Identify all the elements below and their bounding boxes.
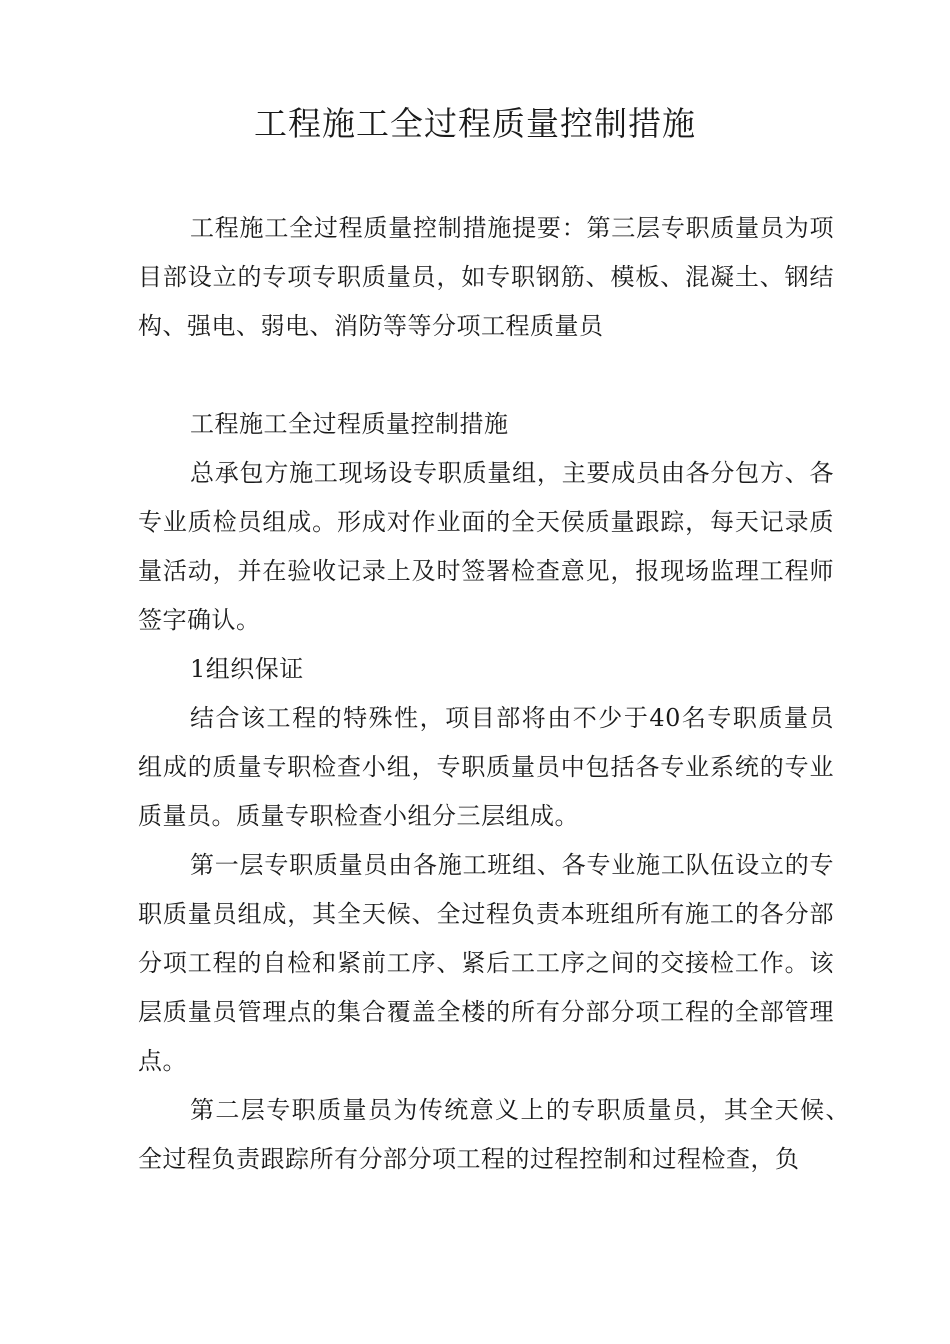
document-title: 工程施工全过程质量控制措施 xyxy=(254,104,696,143)
layer-1-paragraph: 第一层专职质量员由各施工班组、各专业施工队伍设立的专职质量员组成，其全天候、全过程负责本班组所有施工的各分部分项工程的自检和紧前工序、紧后工工序之间的交接检工作。该层质量员管理点的集合覆盖全楼的所有分部分项工程的全部管理点。 xyxy=(138,851,834,1075)
abstract-paragraph: 工程施工全过程质量控制措施提要：第三层专职质量员为项目部设立的专项专职质量员，如专职钢筋、模板、混凝土、钢结构、强电、弱电、消防等等分项工程质量员 xyxy=(138,214,834,340)
section-heading: 工程施工全过程质量控制措施 xyxy=(190,410,509,438)
layer-2-paragraph: 第二层专职质量员为传统意义上的专职质量员，其全天候、全过程负责跟踪所有分部分项工程的过程控制和过程检查，负 xyxy=(138,1096,850,1173)
section-1-body: 结合该工程的特殊性，项目部将由不少于40名专职质量员组成的质量专职检查小组，专职质量员中包括各专业系统的专业质量员。质量专职检查小组分三层组成。 xyxy=(138,704,834,830)
intro-paragraph: 总承包方施工现场设专职质量组，主要成员由各分包方、各专业质检员组成。形成对作业面的全天侯质量跟踪，每天记录质量活动，并在验收记录上及时签署检查意见，报现场监理工程师签字确认。 xyxy=(138,459,834,634)
section-1-heading: 1组织保证 xyxy=(190,655,304,683)
